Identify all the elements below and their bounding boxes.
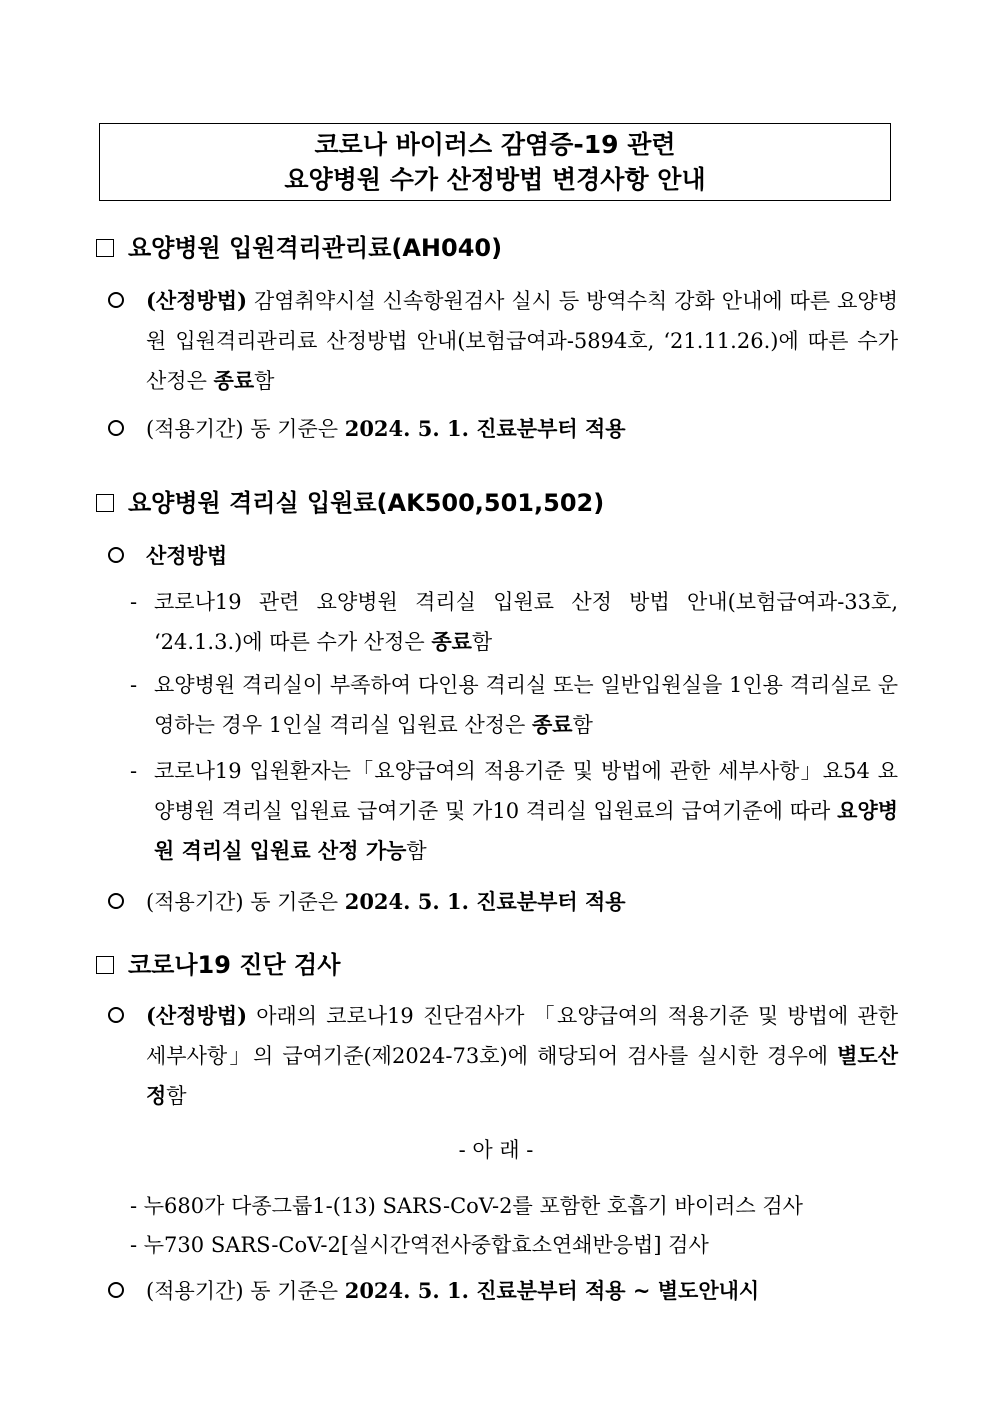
section-2-sub-item-2: [130, 665, 898, 745]
title-box: [99, 123, 891, 201]
section-2-item-method-text: [146, 536, 898, 576]
body-text: 요양병원 격리실이 부족하여 다인용 격리실 또는 일반입원실을 1인용 격리실로 운영하는 경우 1인실 격리실 입원료 산정은: [154, 673, 898, 737]
section-1-item-method-text: [146, 281, 898, 401]
section-1-heading: [96, 233, 502, 263]
circle-bullet-icon: [108, 1282, 124, 1298]
reference-item-2: - 누730 SARS-CoV-2[실시간역전사중합효소연쇄반응법] 검사: [130, 1233, 709, 1257]
section-3-item-method-text: [146, 996, 898, 1116]
below-marker: - 아 래 -: [458, 1138, 534, 1162]
section-2-sub-item-3-text: [154, 751, 898, 871]
section-2-sub-item-2-text: [154, 665, 898, 745]
body-text-end: 함: [166, 1084, 187, 1108]
title-line-2: 요양병원 수가 산정방법 변경사항 안내: [284, 165, 706, 194]
emphasis: 종료: [213, 368, 255, 393]
body-text-end: 함: [572, 713, 593, 737]
section-3-heading-text: 코로나19 진단 검사: [128, 951, 341, 979]
body-text: 아래의 코로나19 진단검사가 「요양급여의 적용기준 및 방법에 관한 세부사항」의 급여기준(제2024-73호)에 해당되어 검사를 실시한 경우에: [146, 1004, 898, 1068]
section-2-sub-item-3: [130, 751, 898, 871]
section-2-item-period-text: [146, 882, 898, 922]
body-text: 코로나19 관련 요양병원 격리실 입원료 산정 방법 안내(보험급여과-33호, ‘24.1.3.)에 따른 수가 산정은: [154, 590, 898, 654]
section-1-item-period-text: [146, 409, 898, 449]
emphasis: 2024. 5. 1. 진료분부터 적용 ~ 별도안내시: [344, 1278, 760, 1303]
section-1-item-period: [108, 409, 898, 449]
dash-bullet: -: [130, 590, 138, 614]
dash-bullet: -: [130, 759, 138, 783]
label-method: 산정방법: [146, 543, 228, 568]
emphasis: 종료: [431, 629, 472, 654]
emphasis: 요양병원 격리실 입원료 산정 가능: [154, 798, 898, 863]
emphasis: 2024. 5. 1. 진료분부터 적용: [344, 416, 626, 441]
emphasis: 2024. 5. 1. 진료분부터 적용: [344, 889, 626, 914]
section-1-item-method: [108, 281, 898, 401]
body-text-end: 함: [471, 630, 493, 654]
circle-bullet-icon: [108, 1007, 124, 1023]
section-2-sub-item-1: [130, 582, 898, 662]
body-text: (적용기간) 동 기준은: [146, 890, 345, 914]
body-text: 감염취약시설 신속항원검사 실시 등 방역수칙 강화 안내에 따른 요양병원 입원격리관리료 산정방법 안내(보험급여과-5894호, ‘21.11.26.)에 따른 수가 산정은: [146, 289, 898, 393]
label-method: (산정방법): [146, 288, 248, 313]
circle-bullet-icon: [108, 292, 124, 308]
dash-bullet: -: [130, 673, 138, 697]
circle-bullet-icon: [108, 893, 124, 909]
section-2-item-method: [108, 536, 898, 576]
section-2-item-period: [108, 882, 898, 922]
section-2-sub-item-1-text: [154, 582, 898, 662]
section-2-heading-text: 요양병원 격리실 입원료(AK500,501,502): [128, 489, 605, 517]
emphasis: 별도산정: [146, 1043, 898, 1108]
section-3-item-period: [108, 1271, 898, 1311]
reference-item-1: - 누680가 다종그룹1-(13) SARS-CoV-2를 포함한 호흡기 바이러스 검사: [130, 1194, 803, 1218]
circle-bullet-icon: [108, 420, 124, 436]
body-text: 코로나19 입원환자는「요양급여의 적용기준 및 방법에 관한 세부사항」요54 요양병원 격리실 입원료 급여기준 및 가10 격리실 입원료의 급여기준에 따라: [154, 759, 898, 823]
circle-bullet-icon: [108, 547, 124, 563]
body-text: (적용기간) 동 기준은: [146, 1279, 345, 1303]
body-text-end: 함: [406, 839, 427, 863]
title-line-1: 코로나 바이러스 감염증-19 관련: [314, 130, 676, 159]
section-3-item-period-text: [146, 1271, 898, 1311]
checkbox-square-icon: [96, 956, 114, 974]
body-text: (적용기간) 동 기준은: [146, 417, 345, 441]
section-3-heading: [96, 950, 340, 980]
section-3-item-method: [108, 996, 898, 1116]
body-text-end: 함: [254, 369, 275, 393]
section-1-heading-text: 요양병원 입원격리관리료(AH040): [128, 234, 503, 262]
checkbox-square-icon: [96, 239, 114, 257]
section-2-heading: [96, 488, 604, 518]
checkbox-square-icon: [96, 494, 114, 512]
emphasis: 종료: [532, 712, 573, 737]
label-method: (산정방법): [146, 1003, 248, 1028]
